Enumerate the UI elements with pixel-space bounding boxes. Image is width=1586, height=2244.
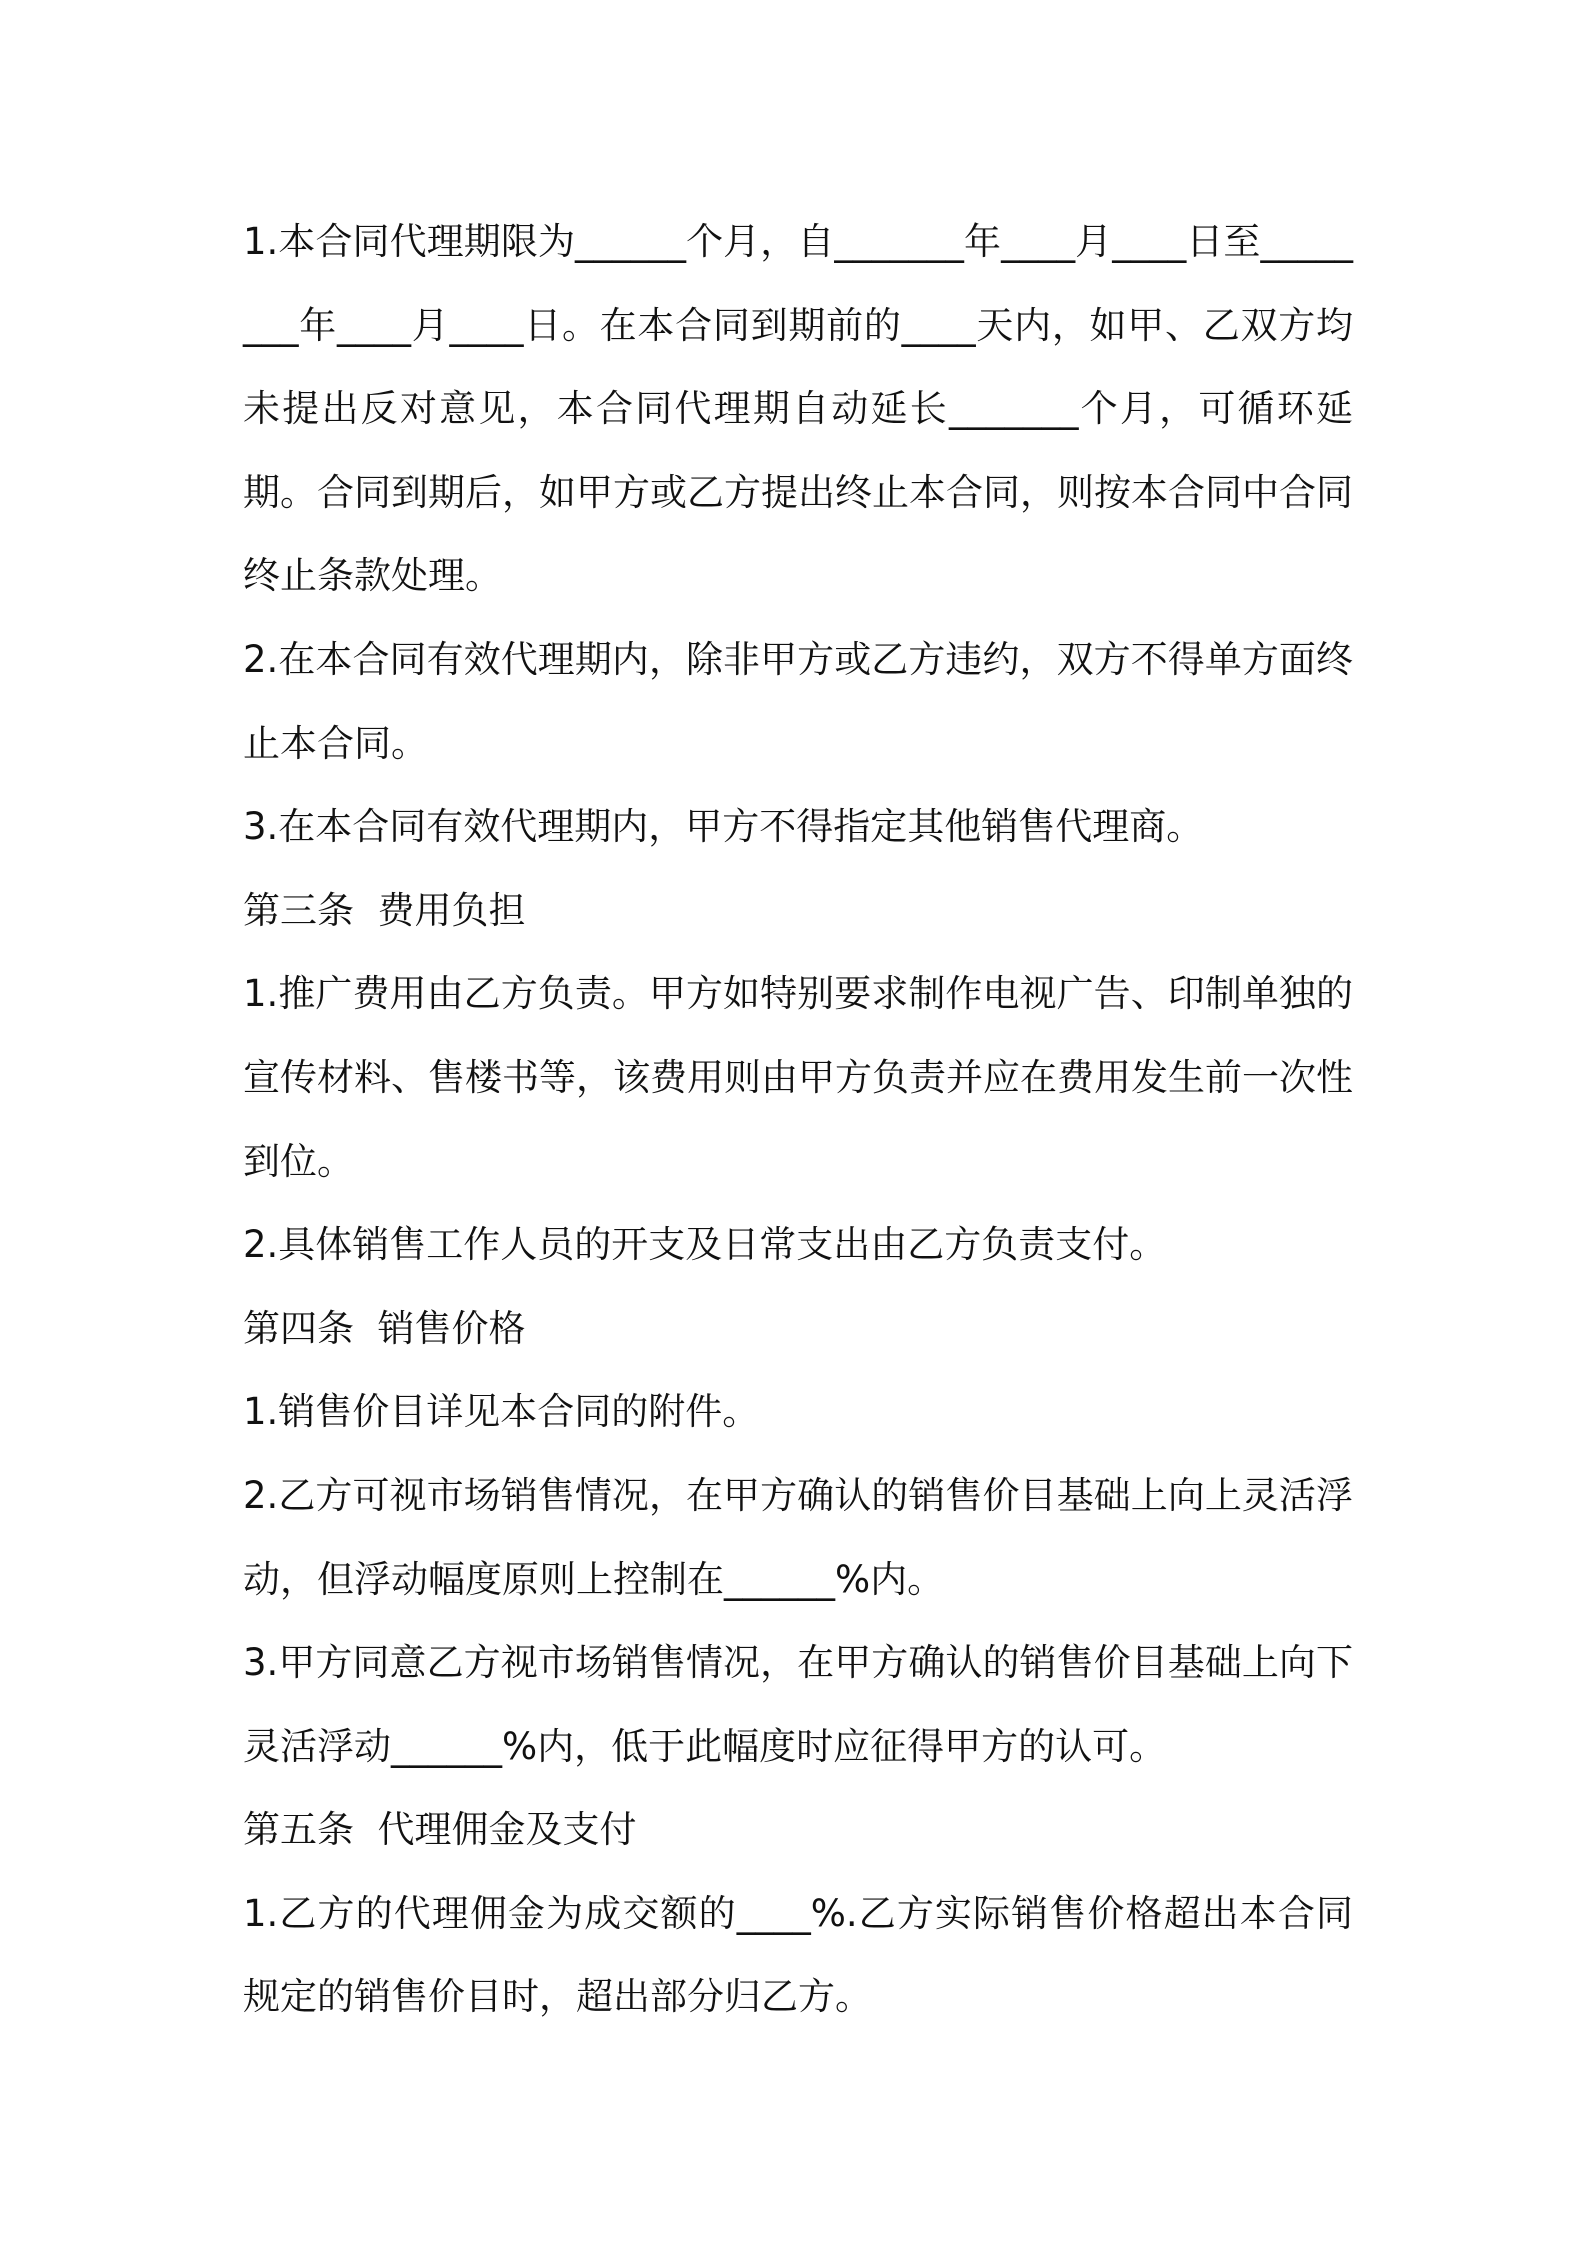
clause-5-heading: 第五条 代理佣金及支付: [243, 1808, 637, 1852]
clause-3-item-2: 2.具体销售工作人员的开支及日常支出由乙方负责支付。: [243, 1223, 1167, 1267]
clause-4-heading: 第四条 销售价格: [243, 1306, 526, 1350]
clause-4-item-2: 2.乙方可视市场销售情况，在甲方确认的销售价目基础上向上灵活浮动，但浮动幅度原则上控制在______%内。: [243, 1473, 1353, 1601]
clause-4-item-1: 1.销售价目详见本合同的附件。: [243, 1390, 760, 1434]
clause-2-item-3: 3.在本合同有效代理期内，甲方不得指定其他销售代理商。: [243, 805, 1204, 849]
clause-4-item-3: 3.甲方同意乙方视市场销售情况，在甲方确认的销售价目基础上向下灵活浮动______%内，低于此幅度时应征得甲方的认可。: [243, 1641, 1353, 1768]
clause-5-item-1: 1.乙方的代理佣金为成交额的____%.乙方实际销售价格超出本合同规定的销售价目时，超出部分归乙方。: [243, 1891, 1353, 2019]
clause-3-item-1: 1.推广费用由乙方负责。甲方如特别要求制作电视广告、印制单独的宣传材料、售楼书等，该费用则由甲方负责并应在费用发生前一次性到位。: [243, 972, 1353, 1183]
contract-page: [243, 200, 1353, 2039]
clause-2-item-2: 2.在本合同有效代理期内，除非甲方或乙方违约，双方不得单方面终止本合同。: [243, 637, 1353, 765]
clause-3-heading: 第三条 费用负担: [243, 888, 526, 932]
clause-2-item-1: 1.本合同代理期限为______个月，自_______年____月____日至________年____月____日。在本合同到期前的____天内，如甲、乙双方均未提出反对意见，本合同代理期自动延长_______个月，可循环延期。合同到期后，如甲方或乙方提出终止本合同，则按本合同中合同终止条款处理。: [243, 220, 1353, 598]
